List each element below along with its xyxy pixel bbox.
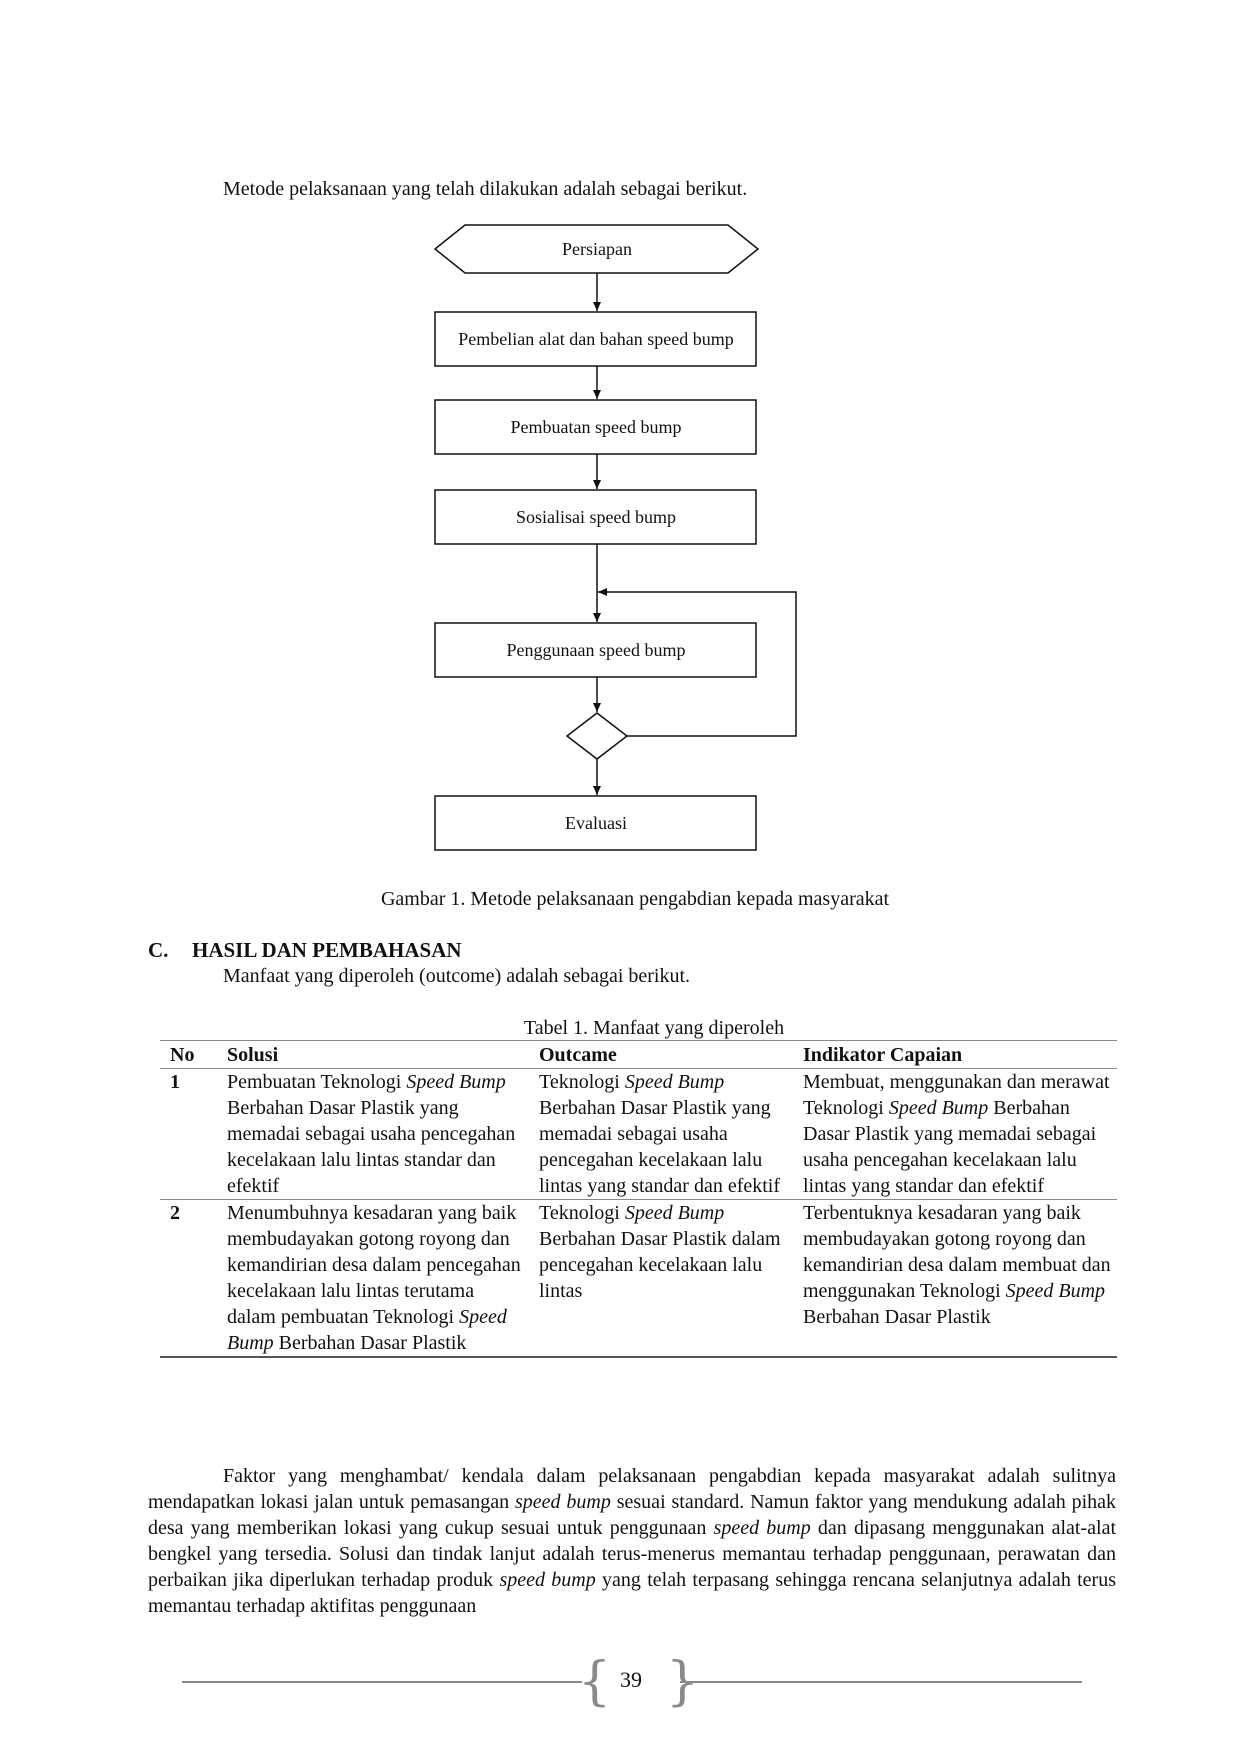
header-no: No [160, 1041, 217, 1069]
section-lead-text: Manfaat yang diperoleh (outcome) adalah sebagai berikut. [223, 965, 691, 987]
cell-italic-text: Speed Bump [624, 1202, 725, 1224]
paragraph-italic-text: speed bump [515, 1491, 611, 1513]
cell-text: Teknologi [539, 1071, 625, 1093]
footer-rule-right [680, 1681, 1082, 1683]
page-number: 39 [620, 1667, 642, 1692]
cell-text: Berbahan Dasar Plastik yang memadai sebagai usaha pencegahan kecelakaan lalu lintas yang standar dan efektif [803, 1097, 1097, 1197]
paragraph-text: dan dipasang menggunakan alat-alat bengkel yang tersedia. Solusi dan tindak lanjut adalah terus-menerus memantau terhadap penggunaan, perawatan dan perbaikan jika diperlukan terhadap produk [148, 1517, 1117, 1591]
row-number [160, 1200, 217, 1358]
cell-text: Berbahan Dasar Plastik [273, 1332, 467, 1354]
cell-text: Pembuatan Teknologi [227, 1071, 407, 1093]
paragraph-italic-text: speed bump [499, 1569, 596, 1591]
cell-italic-text: Speed Bump [406, 1071, 506, 1093]
header-outcome: Outcame [529, 1041, 793, 1069]
table-row [160, 1069, 1117, 1200]
cell-solusi [217, 1069, 529, 1200]
section-title: HASIL DAN PEMBAHASAN [192, 938, 462, 962]
header-indikator: Indikator Capaian [793, 1041, 1117, 1069]
figure-caption: Gambar 1. Metode pelaksanaan pengabdian kepada masyarakat [380, 888, 890, 910]
cell-italic-text: Speed Bump [1005, 1280, 1106, 1302]
cell-text: Terbentuknya kesadaran yang baik membudayakan gotong royong dan kemandirian desa dalam membuat dan menggunakan Teknologi [803, 1202, 1111, 1302]
method-flowchart [0, 0, 1240, 870]
cell-italic-text: Speed Bump [227, 1306, 507, 1354]
cell-text: Berbahan Dasar Plastik yang memadai sebagai usaha pencegahan kecelakaan lalu lintas yang standar dan efektif [539, 1097, 781, 1197]
cell-text: Menumbuhnya kesadaran yang baik membudayakan gotong royong dan kemandirian desa dalam pencegahan kecelakaan lalu lintas terutama dalam pembuatan Teknologi [227, 1202, 521, 1328]
row-number-text: 1 [170, 1071, 180, 1093]
footer-bracket-left: { [578, 1652, 612, 1712]
row-number [160, 1069, 217, 1200]
footer-bracket-right: } [666, 1652, 700, 1712]
cell-indikator [793, 1200, 1117, 1358]
paragraph-italic-text: speed bump [713, 1517, 811, 1539]
cell-italic-text: Speed Bump [888, 1097, 989, 1119]
cell-text: Berbahan Dasar Plastik yang memadai sebagai usaha pencegahan kecelakaan lalu lintas standar dan efektif [227, 1097, 516, 1197]
flow-start-label: Persiapan [562, 239, 632, 259]
body-paragraph [148, 1463, 1116, 1619]
cell-text: Membuat, menggunakan dan merawat Teknologi [803, 1071, 1110, 1119]
cell-outcome [529, 1069, 793, 1200]
section-number: C. [148, 938, 169, 962]
cell-text: Teknologi [539, 1202, 625, 1224]
flow-step-socialization-label: Sosialisai speed bump [516, 507, 676, 527]
flow-step-manufacture-label: Pembuatan speed bump [510, 417, 682, 437]
cell-outcome [529, 1200, 793, 1358]
paragraph-text: yang telah terpasang sehingga rencana selanjutnya adalah terus memantau terhadap aktifitas penggunaan [148, 1569, 1117, 1617]
cell-text: Berbahan Dasar Plastik dalam pencegahan kecelakaan lalu lintas [539, 1228, 781, 1302]
cell-text: Berbahan Dasar Plastik [803, 1306, 991, 1328]
cell-solusi [217, 1200, 529, 1358]
flow-step-purchase-label: Pembelian alat dan bahan speed bump [458, 329, 734, 349]
table-caption: Tabel 1. Manfaat yang diperoleh [523, 1017, 785, 1039]
row-number-text: 2 [170, 1202, 180, 1224]
header-solusi: Solusi [217, 1041, 529, 1069]
table-header-row [160, 1041, 1117, 1069]
cell-italic-text: Speed Bump [624, 1071, 725, 1093]
table-row [160, 1200, 1117, 1358]
paragraph-text: sesuai standard. Namun faktor yang mendukung adalah pihak desa yang memberikan lokasi yang cukup sesuai untuk penggunaan [148, 1491, 1117, 1539]
flow-end-label: Evaluasi [565, 813, 627, 833]
flow-step-usage-label: Penggunaan speed bump [506, 640, 686, 660]
cell-indikator [793, 1069, 1117, 1200]
intro-text: Metode pelaksanaan yang telah dilakukan adalah sebagai berikut. [223, 178, 748, 200]
flow-decision-node [567, 713, 627, 759]
section-heading [148, 938, 462, 963]
results-table [160, 1040, 1117, 1358]
paragraph-text: Faktor yang menghambat/ kendala dalam pelaksanaan pengabdian kepada masyarakat adalah sulitnya mendapatkan lokasi jalan untuk pemasangan [148, 1465, 1116, 1513]
footer-rule-left [182, 1681, 582, 1683]
